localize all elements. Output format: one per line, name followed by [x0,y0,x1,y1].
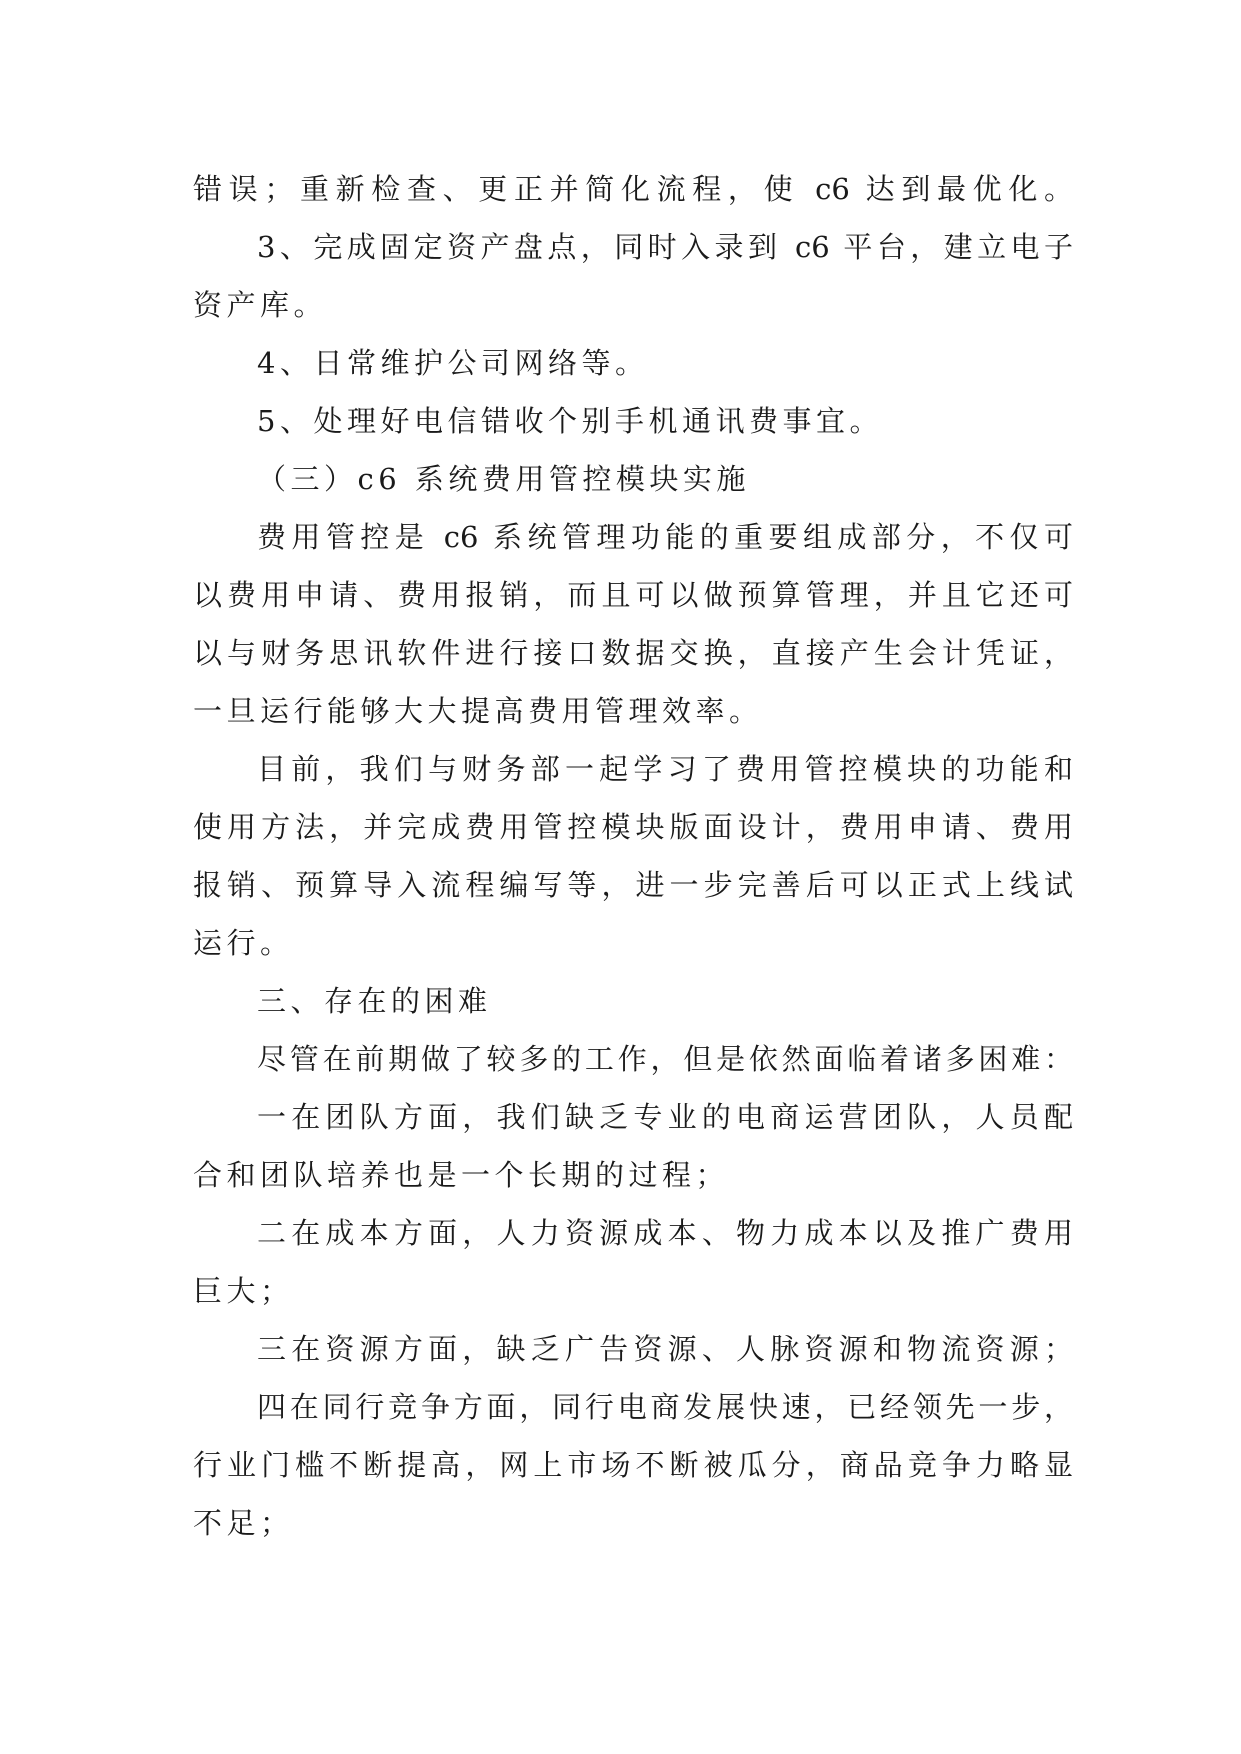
text-line: 5、处理好电信错收个别手机通讯费事宜。 [257,404,883,438]
text-line: 四在同行竞争方面，同行电商发展快速，已经领先一步， [257,1390,1073,1424]
text-line: 目前，我们与财务部一起学习了费用管控模块的功能和 [257,752,1073,786]
section-heading: 三、存在的困难 [257,984,492,1018]
text-line: 尽管在前期做了较多的工作，但是依然面临着诸多困难： [257,1042,1073,1076]
text-line: 错误；重新检查、更正并简化流程，使 c6 达到最优化。 [193,172,1073,206]
text-line: 报销、预算导入流程编写等，进一步完善后可以正式上线试 [193,868,1073,902]
text-line: 以与财务思讯软件进行接口数据交换，直接产生会计凭证， [193,636,1073,670]
text-line: 三在资源方面，缺乏广告资源、人脉资源和物流资源； [257,1332,1073,1366]
text-line: 一在团队方面，我们缺乏专业的电商运营团队，人员配 [257,1100,1073,1134]
text-line: 不足； [193,1506,294,1540]
section-heading: （三）c6 系统费用管控模块实施 [257,462,750,496]
text-line: 二在成本方面，人力资源成本、物力成本以及推广费用 [257,1216,1073,1250]
text-line: 资产库。 [193,288,328,322]
text-line: 巨大； [193,1274,294,1308]
text-line: 费用管控是 c6 系统管理功能的重要组成部分，不仅可 [257,520,1073,554]
text-line: 行业门槛不断提高，网上市场不断被瓜分，商品竞争力略显 [193,1448,1073,1482]
text-line: 3、完成固定资产盘点，同时入录到 c6 平台，建立电子 [257,230,1073,264]
text-line: 以费用申请、费用报销，而且可以做预算管理，并且它还可 [193,578,1073,612]
text-line: 运行。 [193,926,294,960]
text-line: 一旦运行能够大大提高费用管理效率。 [193,694,763,728]
document-body [193,160,1073,1552]
text-line: 使用方法，并完成费用管控模块版面设计，费用申请、费用 [193,810,1073,844]
text-line: 合和团队培养也是一个长期的过程； [193,1158,730,1192]
text-line: 4、日常维护公司网络等。 [257,346,649,380]
